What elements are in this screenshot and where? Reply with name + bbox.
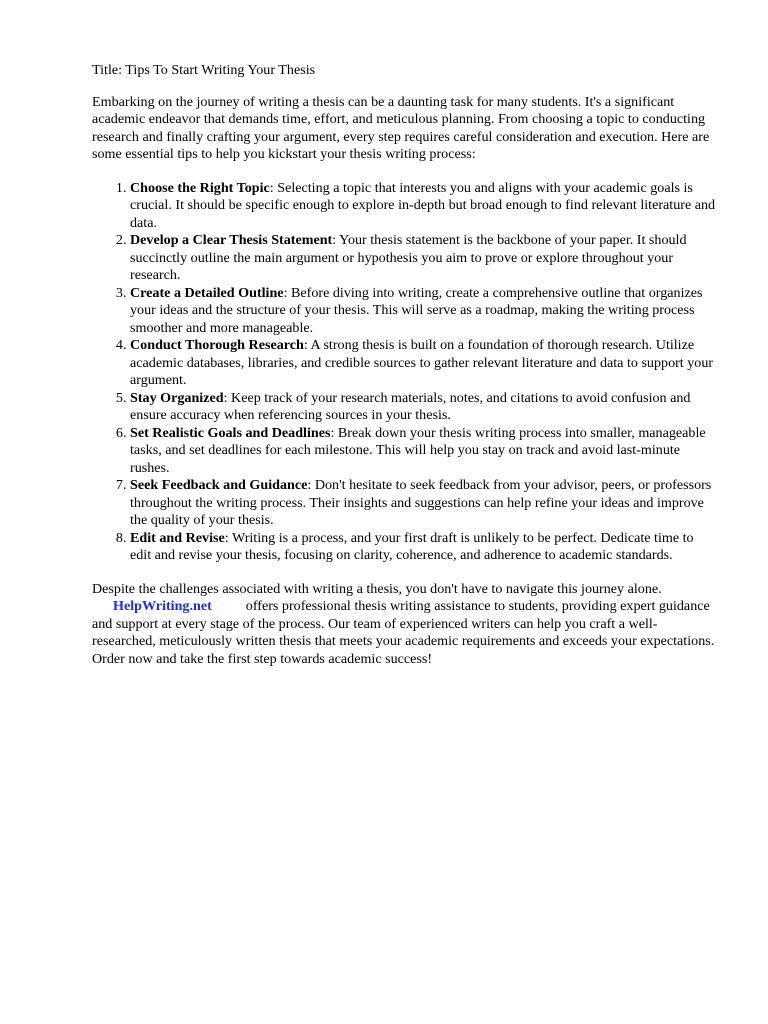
list-item (130, 337, 718, 390)
tips-list (92, 180, 718, 565)
intro-paragraph: Embarking on the journey of writing a thesis can be a daunting task for many students. It's a significant academic endeavor that demands time, effort, and meticulous planning. From choosing a topic to conducting research and finally crafting your argument, every step requires careful consideration and execution. Here are some essential tips to help you kickstart your thesis writing process: (92, 93, 710, 162)
tip-title: Set Realistic Goals and Deadlines (130, 424, 331, 441)
list-item (130, 390, 718, 425)
list-item (130, 477, 718, 530)
tip-title: Choose the Right Topic (130, 179, 270, 196)
document-title: Title: Tips To Start Writing Your Thesis (92, 62, 316, 78)
list-item (130, 180, 718, 233)
list-item (130, 285, 718, 338)
tip-text: : Break down your thesis writing process into smaller, manageable tasks, and set deadlines for each milestone. This will help you stay on track and avoid last-minute rushes. (130, 424, 706, 476)
closing-paragraph (92, 581, 718, 669)
list-item (130, 425, 718, 478)
tip-text: : Before diving into writing, create a comprehensive outline that organizes your ideas and the structure of your thesis. This will serve as a roadmap, making the writing process smoother and more manageable. (130, 284, 703, 336)
tip-text: : Your thesis statement is the backbone of your paper. It should succinctly outline the main argument or hypothesis you aim to prove or explore throughout your research. (130, 232, 687, 283)
helpwriting-link[interactable]: HelpWriting.net (113, 598, 212, 614)
closing-text-after: offers professional thesis writing assistance to students, providing expert guidance and support at every stage of the process. Our team of experienced writers can help you craft a well-researched, meticulously written thesis that meets your academic requirements and exceeds your expectations. Order now and take the first step towards academic success! (92, 598, 715, 667)
tip-title: Edit and Revise (130, 529, 225, 546)
tip-text: : Writing is a process, and your first draft is unlikely to be perfect. Dedicate time to edit and revise your thesis, focusing on clarity, coherence, and adherence to academic standards. (130, 529, 694, 563)
tip-text: : Don't hesitate to seek feedback from your advisor, peers, or professors throughout the writing process. Their insights and suggestions can help refine your ideas and improve the quality of your thesis. (130, 477, 712, 528)
tip-text: : Selecting a topic that interests you and aligns with your academic goals is crucial. It should be specific enough to explore in-depth but broad enough to find relevant literature and data. (130, 179, 716, 231)
tip-title: Stay Organized (130, 389, 224, 406)
tip-title: Seek Feedback and Guidance (130, 477, 308, 493)
closing-text-before: Despite the challenges associated with writing a thesis, you don't have to navigate this journey alone. (92, 580, 662, 597)
document-page (92, 62, 718, 668)
tip-title: Conduct Thorough Research (130, 337, 304, 353)
list-item (130, 530, 718, 565)
tip-text: : Keep track of your research materials, notes, and citations to avoid confusion and ensure accuracy when referencing sources in your thesis. (130, 389, 691, 423)
list-item (130, 232, 718, 285)
tip-title: Create a Detailed Outline (130, 284, 284, 301)
tip-title: Develop a Clear Thesis Statement (130, 232, 333, 248)
tip-text: : A strong thesis is built on a foundation of thorough research. Utilize academic databases, libraries, and credible sources to gather relevant literature and data to support your argument. (130, 337, 714, 388)
